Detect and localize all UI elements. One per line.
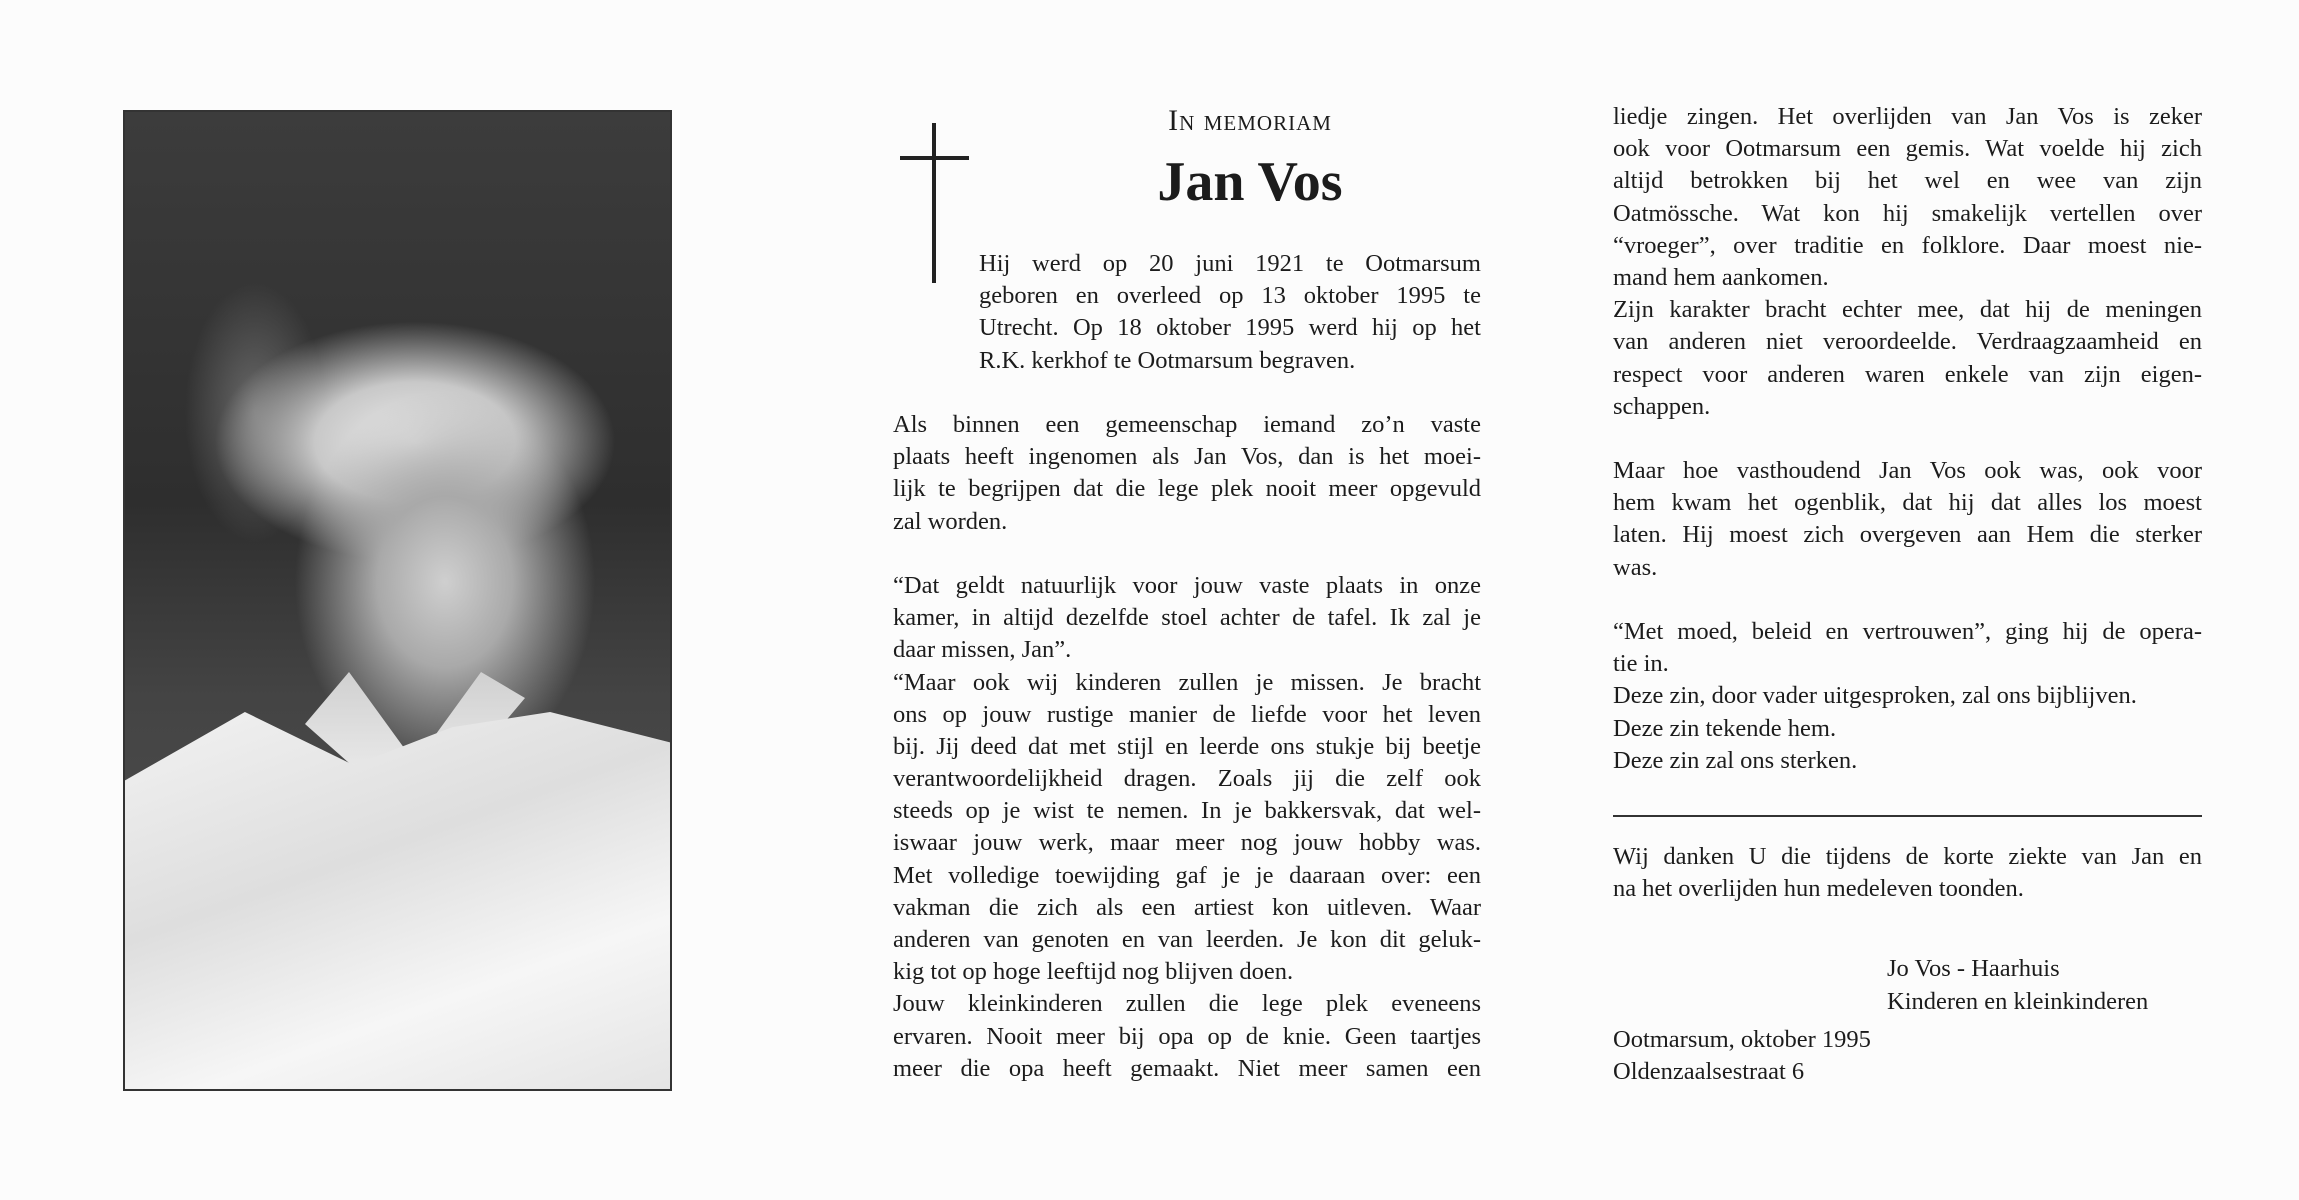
deceased-name: Jan Vos <box>1157 151 1343 213</box>
text-line: geboren en overleed op 13 oktober 1995 te <box>979 282 1481 310</box>
intro-paragraph <box>979 248 1481 377</box>
text-line: Ootmarsum, oktober 1995 <box>1613 1025 1871 1053</box>
text-line: bij. Jij deed dat met stijl en leerde ons stukje bij beetje <box>893 732 1481 760</box>
text-line: van anderen niet veroordeelde. Verdraagzaamheid en <box>1613 328 2202 356</box>
text-line: iswaar jouw werk, maar meer nog jouw hobby was. <box>893 829 1481 857</box>
text-line: was. <box>1613 553 1658 581</box>
paragraph <box>1613 745 2202 777</box>
text-line: steeds op je wist te nemen. In je bakkersvak, dat wel- <box>893 797 1481 825</box>
text-line: Oldenzaalsestraat 6 <box>1613 1057 1805 1085</box>
paragraph <box>1613 713 2202 745</box>
text-line: mand hem aankomen. <box>1613 263 1829 291</box>
middle-column <box>893 409 1481 1085</box>
text-line: R.K. kerkhof te Ootmarsum begraven. <box>979 346 1356 374</box>
text-line: Kinderen en kleinkinderen <box>1887 987 2149 1015</box>
text-line: Hij werd op 20 juni 1921 te Ootmarsum <box>979 250 1481 277</box>
text-line: Jouw kleinkinderen zullen die lege plek eveneens <box>893 990 1481 1018</box>
text-line: ervaren. Nooit meer bij opa op de knie. Geen taartjes <box>893 1022 1481 1050</box>
text-line: schappen. <box>1613 392 1711 420</box>
signature <box>1613 953 2202 1017</box>
text-line: Deze zin, door vader uitgesproken, zal ons bijblijven. <box>1613 682 2137 710</box>
text-line: “Maar ook wij kinderen zullen je missen. Je bracht <box>893 668 1481 696</box>
text-line: hem kwam het ogenblik, dat hij dat alles los moest <box>1613 489 2202 517</box>
text-line: Maar hoe vasthoudend Jan Vos ook was, ook voor <box>1613 457 2202 485</box>
text-line: “Dat geldt natuurlijk voor jouw vaste plaats in onze <box>893 571 1481 599</box>
paragraph <box>1613 455 2202 584</box>
text-line: anderen van genoten en van leerden. Je kon dit geluk- <box>893 926 1481 953</box>
text-line: Wij danken U die tijdens de korte ziekte van Jan en <box>1613 842 2202 870</box>
text-line: lijk te begrijpen dat die lege plek nooit meer opgevuld <box>893 475 1481 503</box>
text-line: Zijn karakter bracht echter mee, dat hij de meningen <box>1613 296 2202 324</box>
text-line: daar missen, Jan”. <box>893 636 1072 664</box>
place-and-address <box>1613 1024 2202 1088</box>
thanks-paragraph <box>1613 841 2202 905</box>
memoriam-heading: In memoriam <box>1168 104 1332 137</box>
cross-icon <box>932 123 936 283</box>
divider-line <box>1613 815 2202 817</box>
text-line: tie in. <box>1613 650 1669 678</box>
text-line: Deze zin tekende hem. <box>1613 714 1837 742</box>
text-line: meer die opa heeft gemaakt. Niet meer samen een <box>893 1054 1481 1082</box>
text-line: “vroeger”, over traditie en folklore. Daar moest nie- <box>1613 231 2202 259</box>
paragraph <box>1613 680 2202 712</box>
paragraph <box>1613 101 2202 294</box>
right-column <box>1613 101 2202 1088</box>
text-line: liedje zingen. Het overlijden van Jan Vos is zeker <box>1613 103 2202 130</box>
text-line: kamer, in altijd dezelfde stoel achter de tafel. Ik zal je <box>893 604 1481 632</box>
text-line: na het overlijden hun medeleven toonden. <box>1613 875 2024 903</box>
portrait-photo <box>123 110 672 1091</box>
text-line: Deze zin zal ons sterken. <box>1613 746 1858 774</box>
text-line: Utrecht. Op 18 oktober 1995 werd hij op het <box>979 314 1481 342</box>
text-line: plaats heeft ingenomen als Jan Vos, dan is het moei- <box>893 443 1481 471</box>
text-line: ons op jouw rustige manier de liefde voor het leven <box>893 700 1481 728</box>
text-line: laten. Hij moest zich overgeven aan Hem die sterker <box>1613 521 2202 549</box>
text-line: kig tot op hoge leeftijd nog blijven doen. <box>893 958 1294 986</box>
photo-shirt <box>125 712 670 1091</box>
text-line: verantwoordelijkheid dragen. Zoals jij die zelf ook <box>893 765 1481 793</box>
paragraph <box>893 667 1481 989</box>
text-line: zal worden. <box>893 507 1008 535</box>
paragraph <box>893 570 1481 667</box>
text-line: Jo Vos - Haarhuis <box>1887 955 2060 983</box>
text-line: ook voor Ootmarsum een gemis. Wat voelde hij zich <box>1613 135 2202 163</box>
text-line: respect voor anderen waren enkele van zijn eigen- <box>1613 360 2202 388</box>
text-line: “Met moed, beleid en vertrouwen”, ging hij de opera- <box>1613 618 2202 645</box>
paragraph <box>1613 294 2202 423</box>
paragraph <box>1613 616 2202 680</box>
text-line: vakman die zich als een artiest kon uitleven. Waar <box>893 893 1481 921</box>
text-line: Oatmössche. Wat kon hij smakelijk vertellen over <box>1613 199 2202 227</box>
paragraph <box>893 988 1481 1085</box>
cross-icon-bar <box>900 156 969 160</box>
paragraph <box>893 409 1481 538</box>
text-line: Als binnen een gemeenschap iemand zo’n vaste <box>893 411 1481 438</box>
text-line: Met volledige toewijding gaf je je daaraan over: een <box>893 861 1481 889</box>
text-line: altijd betrokken bij het wel en wee van zijn <box>1613 167 2202 195</box>
